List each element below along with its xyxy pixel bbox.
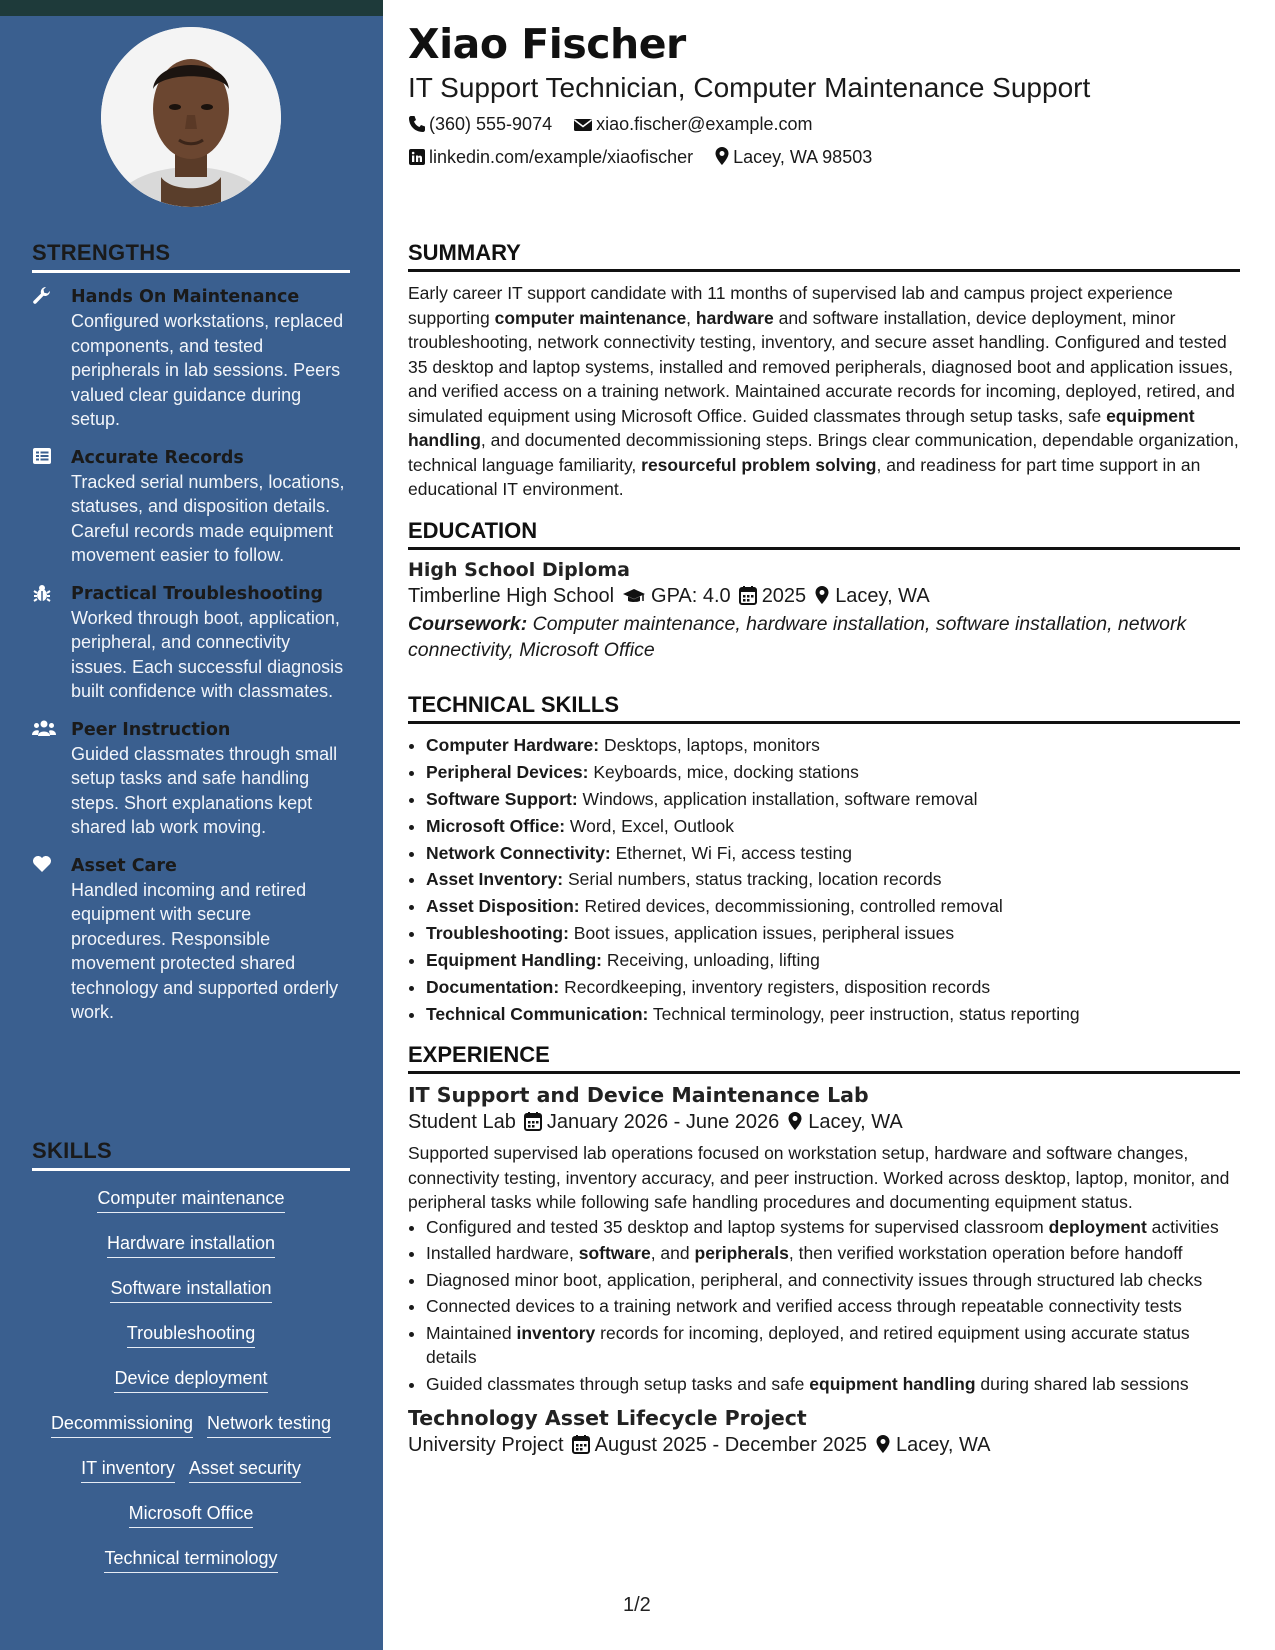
- skill-value: Receiving, unloading, lifting: [606, 950, 820, 971]
- page-number: 1/2: [623, 1594, 651, 1616]
- job-description: Supported supervised lab operations focused on workstation setup, hardware and software changes, connectivity testing, inventory accuracy, and peer instruction. Worked across desktop, laptop, monitor, and peripheral tasks while following safe handling procedures and documenting equipment status.: [408, 1143, 1230, 1212]
- text-segment: Early career IT support candidate with 11 months of supervised lab and campus project experience supporting: [408, 283, 1173, 328]
- technical-skills-list: [408, 733, 1240, 1027]
- school-location: Lacey, WA: [835, 585, 930, 607]
- technical-skill-item: [426, 1002, 1240, 1027]
- skill-chip: Computer maintenance: [97, 1187, 284, 1213]
- strength-description: Handled incoming and retired equipment with secure procedures. Responsible movement protected shared technology and supported orderly work.: [71, 879, 339, 1022]
- experience-heading: EXPERIENCE: [408, 1042, 1240, 1074]
- skill-chip: Software installation: [110, 1277, 271, 1303]
- email-text: xiao.fischer@example.com: [596, 114, 813, 134]
- bold-text: software: [578, 1243, 651, 1263]
- skill-label: Equipment Handling:: [426, 950, 602, 971]
- location-contact: [714, 147, 872, 167]
- technical-skill-item: [426, 867, 1240, 892]
- text-segment: , then verified workstation operation before handoff: [788, 1243, 1183, 1263]
- linkedin-text: linkedin.com/example/xiaofischer: [429, 147, 694, 167]
- skill-chip: Microsoft Office: [129, 1502, 254, 1528]
- job-location: Lacey, WA: [808, 1111, 903, 1133]
- job-bullet: [426, 1268, 1240, 1293]
- strengths-section: [32, 240, 350, 1039]
- skill-chip: Device deployment: [114, 1367, 267, 1393]
- text-segment: , and documented decommissioning steps. Brings clear communication, dependable organization, technical language familiarity,: [408, 430, 1239, 475]
- skill-value: Ethernet, Wi Fi, access testing: [615, 842, 852, 863]
- summary-heading: SUMMARY: [408, 240, 1240, 272]
- bug-icon: [32, 583, 54, 605]
- text-segment: Diagnosed minor boot, application, peripheral, and connectivity issues through structured lab checks: [426, 1269, 1203, 1290]
- skills-section: [32, 1138, 350, 1592]
- skill-label: Documentation:: [426, 977, 560, 998]
- skill-chip: Decommissioning: [51, 1412, 193, 1438]
- summary-text: [408, 281, 1240, 502]
- job-org: Student Lab: [408, 1111, 516, 1133]
- technical-skill-item: [426, 814, 1240, 839]
- job-meta: [408, 1107, 1240, 1137]
- skill-value: Desktops, laptops, monitors: [603, 735, 820, 755]
- technical-skill-item: [426, 841, 1240, 866]
- contact-line-1: [408, 114, 828, 135]
- bold-text: resourceful problem solving: [641, 454, 877, 475]
- coursework-label: Coursework:: [408, 613, 528, 635]
- list-icon: [32, 447, 54, 469]
- heart-icon: [32, 855, 54, 877]
- envelope-icon: [573, 117, 593, 133]
- strength-title: Asset Care: [71, 855, 177, 876]
- job-bullet: [426, 1372, 1240, 1397]
- strength-description: Tracked serial numbers, locations, statuses, and disposition details. Careful records made equipment movement easier to follow.: [71, 471, 345, 565]
- skill-value: Recordkeeping, inventory registers, disposition records: [564, 977, 991, 998]
- profile-photo: [101, 27, 281, 207]
- skill-label: Computer Hardware:: [426, 735, 600, 755]
- job-bullet: [426, 1241, 1240, 1266]
- technical-skills-section: [408, 692, 1240, 1029]
- graduation-cap-icon: [622, 587, 646, 605]
- experience-section: [408, 1042, 1240, 1460]
- email-contact[interactable]: [573, 114, 812, 134]
- education-heading: EDUCATION: [408, 518, 1240, 550]
- skill-value: Word, Excel, Outlook: [569, 815, 734, 836]
- skill-value: Windows, application installation, software removal: [582, 788, 978, 809]
- education-section: [408, 518, 1240, 663]
- skill-chip: Troubleshooting: [127, 1322, 255, 1348]
- phone-icon: [408, 115, 426, 133]
- gpa-value: GPA: 4.0: [651, 585, 731, 607]
- job-dates: August 2025 - December 2025: [594, 1434, 868, 1456]
- skill-label: Troubleshooting:: [426, 923, 569, 944]
- skill-value: Technical terminology, peer instruction, status reporting: [652, 1003, 1080, 1024]
- text-segment: activities: [1146, 1216, 1219, 1237]
- skill-value: Serial numbers, status tracking, location records: [568, 869, 942, 890]
- map-pin-icon: [787, 1111, 803, 1131]
- strength-item: [32, 285, 350, 432]
- skill-value: Boot issues, application issues, peripheral issues: [573, 923, 955, 944]
- skill-label: Peripheral Devices:: [426, 761, 589, 782]
- job-meta: [408, 1430, 1240, 1460]
- strength-description: Guided classmates through small setup tasks and safe handling steps. Short explanations kept shared lab work moving.: [71, 743, 338, 837]
- job-dates: January 2026 - June 2026: [546, 1111, 780, 1133]
- technical-skills-heading: TECHNICAL SKILLS: [408, 692, 1240, 724]
- job-bullet: [426, 1321, 1240, 1370]
- text-segment: , and readiness for part time support in an educational IT environment.: [408, 454, 1201, 499]
- map-pin-icon: [814, 585, 830, 605]
- bold-text: computer maintenance: [494, 307, 687, 328]
- skill-chip: Hardware installation: [107, 1232, 275, 1258]
- text-segment: Guided classmates through setup tasks and safe: [426, 1373, 810, 1394]
- sidebar-top-bar: [0, 0, 383, 16]
- skill-value: Retired devices, decommissioning, controlled removal: [584, 896, 1003, 917]
- strength-item: [32, 854, 350, 1025]
- job-org: University Project: [408, 1434, 564, 1456]
- skill-label: Technical Communication:: [426, 1003, 649, 1024]
- calendar-icon: [572, 1434, 590, 1454]
- text-segment: during shared lab sessions: [975, 1373, 1189, 1394]
- job-title: Technology Asset Lifecycle Project: [408, 1406, 807, 1430]
- graduation-year: 2025: [761, 585, 807, 607]
- skill-chip: IT inventory: [81, 1457, 175, 1483]
- strengths-heading: STRENGTHS: [32, 240, 350, 273]
- technical-skill-item: [426, 975, 1240, 1000]
- map-pin-icon: [875, 1434, 891, 1454]
- bold-text: peripherals: [694, 1243, 789, 1263]
- bold-text: deployment: [1048, 1216, 1147, 1237]
- strength-description: Configured workstations, replaced components, and tested peripherals in lab sessions. Peers valued clear guidance during setup.: [71, 311, 344, 429]
- text-segment: records for incoming, deployed, and retired equipment using accurate status details: [426, 1322, 1190, 1367]
- skill-label: Microsoft Office:: [426, 815, 566, 836]
- phone-text: (360) 555-9074: [429, 114, 553, 134]
- technical-skill-item: [426, 760, 1240, 785]
- strength-description: Worked through boot, application, peripheral, and connectivity issues. Each successful diagnosis built confidence with classmates.: [71, 607, 344, 701]
- strength-title: Practical Troubleshooting: [71, 583, 324, 604]
- candidate-name: Xiao Fischer: [408, 20, 686, 68]
- job-bullet: [426, 1294, 1240, 1319]
- text-segment: , and: [650, 1243, 695, 1263]
- skill-chip: Network testing: [207, 1412, 331, 1438]
- bold-text: equipment handling: [809, 1373, 976, 1394]
- coursework-list: Computer maintenance, hardware installation, software installation, network connectivity, Microsoft Office: [408, 613, 1187, 661]
- users-icon: [32, 719, 54, 741]
- map-pin-icon: [714, 146, 730, 166]
- strength-item: [32, 446, 350, 568]
- text-segment: Installed hardware,: [426, 1243, 579, 1263]
- strength-item: [32, 718, 350, 840]
- text-segment: Connected devices to a training network and verified access through repeatable connectivity tests: [426, 1296, 1182, 1316]
- technical-skill-item: [426, 948, 1240, 973]
- text-segment: Configured and tested 35 desktop and laptop systems for supervised classroom: [426, 1216, 1049, 1237]
- phone-contact: [408, 114, 557, 134]
- skill-value: Keyboards, mice, docking stations: [593, 761, 859, 782]
- education-meta: [408, 581, 1240, 611]
- skill-label: Asset Inventory:: [426, 869, 564, 890]
- skill-chip: Technical terminology: [104, 1547, 277, 1573]
- skills-list: [32, 1187, 350, 1592]
- degree-title: High School Diploma: [408, 559, 630, 581]
- location-text: Lacey, WA 98503: [733, 147, 873, 167]
- text-segment: ,: [686, 307, 696, 328]
- technical-skill-item: [426, 894, 1240, 919]
- bold-text: equipment handling: [408, 405, 1195, 450]
- strength-title: Accurate Records: [71, 447, 244, 468]
- calendar-icon: [739, 585, 757, 605]
- strength-item: [32, 582, 350, 704]
- school-name: Timberline High School: [408, 585, 615, 607]
- skill-label: Asset Disposition:: [426, 896, 580, 917]
- text-segment: and software installation, device deployment, minor troubleshooting, network connectivity testing, inventory, and secure asset handling. Configured and tested 35 desktop and laptop systems, installed and removed peripherals, diagnosed boot and application issues, and verified access on a training network. Maintained accurate records for incoming, deployed, retired, and simulated equipment using Microsoft Office. Guided classmates through setup tasks, safe: [408, 307, 1235, 426]
- strength-title: Hands On Maintenance: [71, 287, 300, 307]
- skill-label: Software Support:: [426, 788, 578, 809]
- bold-text: hardware: [695, 307, 774, 328]
- technical-skill-item: [426, 733, 1240, 758]
- candidate-role: IT Support Technician, Computer Maintenance Support: [408, 72, 1091, 103]
- coursework: [408, 611, 1240, 663]
- job-bullet: [426, 1215, 1240, 1240]
- calendar-icon: [524, 1111, 542, 1131]
- skills-heading: SKILLS: [32, 1138, 350, 1171]
- skill-chip: Asset security: [189, 1457, 301, 1483]
- contact-line-2: [408, 146, 888, 168]
- summary-section: [408, 240, 1240, 502]
- strength-title: Peer Instruction: [71, 719, 231, 740]
- job-title: IT Support and Device Maintenance Lab: [408, 1083, 869, 1107]
- linkedin-contact[interactable]: [408, 147, 698, 167]
- text-segment: Maintained: [426, 1322, 517, 1343]
- skill-label: Network Connectivity:: [426, 842, 611, 863]
- linkedin-icon: [408, 148, 426, 166]
- job-location: Lacey, WA: [896, 1434, 991, 1456]
- technical-skill-item: [426, 787, 1240, 812]
- bold-text: inventory: [516, 1322, 596, 1343]
- wrench-icon: [32, 286, 54, 308]
- job-bullets: [408, 1215, 1240, 1397]
- technical-skill-item: [426, 921, 1240, 946]
